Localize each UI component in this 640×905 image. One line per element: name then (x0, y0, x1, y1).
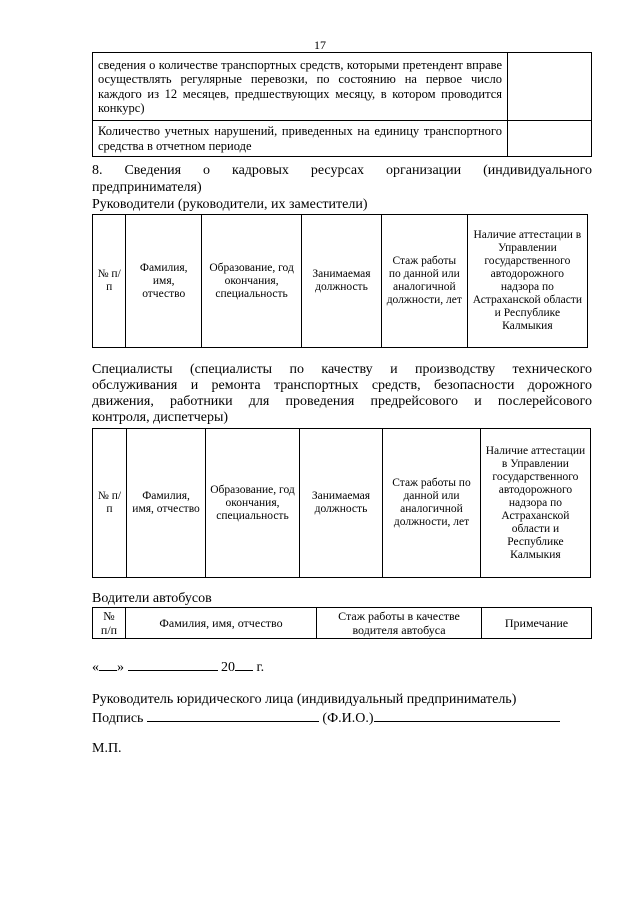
signature-head-line: Руководитель юридического лица (индивидуальный предприниматель) (92, 692, 517, 707)
date-open-quote: « (92, 660, 99, 675)
column-header-name: Фамилия, имя, отчество (126, 608, 317, 639)
specialists-title-line3: движения, работники для проведения предрейсового и послерейсового (92, 394, 592, 409)
specialists-title-line2: обслуживания и ремонта транспортных средств, безопасности дорожного (92, 378, 592, 393)
managers-title: Руководители (руководители, их заместители) (92, 197, 368, 212)
fio-label: (Ф.И.О.) (322, 711, 374, 726)
managers-table (92, 214, 588, 348)
table-header-row (93, 608, 592, 639)
signature-label: Подпись (92, 711, 144, 726)
section-8-heading-line2: предпринимателя) (92, 180, 202, 195)
specialists-table (92, 428, 591, 578)
drivers-table (92, 607, 592, 639)
column-header-number: № п/п (93, 429, 127, 578)
stamp-placeholder: М.П. (92, 741, 122, 756)
column-header-note: Примечание (482, 608, 592, 639)
page-number: 17 (314, 38, 326, 52)
year-blank (235, 658, 253, 671)
signature-blank (147, 709, 319, 722)
table-cell-value (508, 121, 592, 157)
table-row (93, 121, 592, 157)
column-header-education: Образование, год окончания, специальность (206, 429, 300, 578)
column-header-experience: Стаж работы по данной или аналогичной должности, лет (383, 429, 481, 578)
year-prefix: 20 (221, 660, 235, 675)
table-header-row (93, 429, 591, 578)
day-blank (99, 658, 117, 671)
date-line (92, 658, 264, 676)
column-header-certification: Наличие аттестации в Управлении государственного автодорожного надзора по Астраханской области и Республике Калмыкия (467, 215, 587, 348)
column-header-position: Занимаемая должность (299, 429, 382, 578)
fio-blank (374, 709, 560, 722)
specialists-title-line4: контроля, диспетчеры) (92, 410, 229, 425)
table-row (93, 53, 592, 121)
table-cell-text: Количество учетных нарушений, приведенных на единицу транспортного средства в отчетном периоде (93, 121, 508, 157)
section-8-heading-line1: 8. Сведения о кадровых ресурсах организации (индивидуального (92, 163, 592, 178)
column-header-certification: Наличие аттестации в Управлении государственного автодорожного надзора по Астраханской области и Республике Калмыкия (480, 429, 590, 578)
vehicles-info-table (92, 52, 592, 157)
column-header-experience: Стаж работы по данной или аналогичной должности, лет (381, 215, 467, 348)
column-header-education: Образование, год окончания, специальность (202, 215, 302, 348)
date-close-quote: » (117, 660, 124, 675)
table-cell-value (508, 53, 592, 121)
month-blank (128, 658, 218, 671)
table-header-row (93, 215, 588, 348)
year-suffix: г. (256, 660, 265, 675)
drivers-title: Водители автобусов (92, 591, 212, 606)
column-header-number: № п/п (93, 608, 126, 639)
column-header-experience: Стаж работы в качестве водителя автобуса (317, 608, 482, 639)
signature-line (92, 709, 560, 727)
column-header-number: № п/п (93, 215, 126, 348)
column-header-name: Фамилия, имя, отчество (126, 429, 205, 578)
specialists-title-line1: Специалисты (специалисты по качеству и производству технического (92, 362, 592, 377)
column-header-name: Фамилия, имя, отчество (126, 215, 202, 348)
column-header-position: Занимаемая должность (302, 215, 382, 348)
table-cell-text: сведения о количестве транспортных средств, которыми претендент вправе осуществлять регулярные перевозки, по состоянию на первое число каждого из 12 месяцев, предшествующих месяцу, в котором проводится конкурс) (93, 53, 508, 121)
